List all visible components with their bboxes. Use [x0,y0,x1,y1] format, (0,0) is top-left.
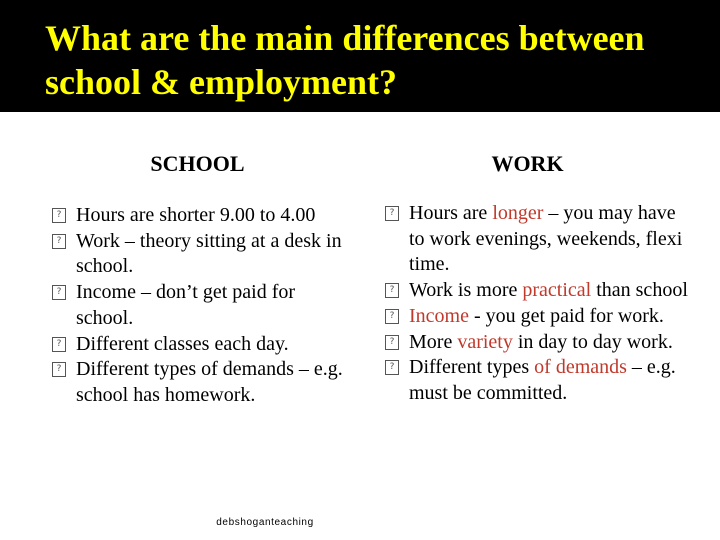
school-list-item: ? Income – don’t get paid for school. [52,280,352,331]
bullet-box-icon: ? [52,234,66,249]
school-list-item: ? Work – theory sitting at a desk in school. [52,229,352,280]
bullet-box-icon: ? [385,206,399,221]
bullet-box-icon: ? [52,362,66,377]
work-list-item: ? More variety in day to day work. [385,330,690,356]
highlight-text: practical [522,279,592,302]
slide-title: What are the main differences between school & employment? [45,18,645,102]
bullet-box-icon: ? [52,208,66,223]
bullet-box-icon: ? [385,360,399,375]
bullet-box-icon: ? [52,285,66,300]
school-list-item: ? Different types of demands – e.g. school has homework. [52,357,352,408]
footer-watermark: debshoganteaching [216,517,314,528]
bullet-box-icon: ? [385,335,399,350]
work-list-item: ? Work is more practical than school [385,278,690,304]
work-list-item: ? Income - you get paid for work. [385,304,690,330]
bullet-box-icon: ? [385,309,399,324]
highlight-text: Income [409,304,469,327]
highlight-text: longer [492,202,544,224]
work-list [385,201,690,407]
title-bar [0,0,720,112]
bullet-box-icon: ? [385,283,399,298]
work-list-item: ? Hours are longer – you may have to work evenings, weekends, flexi time. [385,201,690,278]
highlight-text: of demands [534,356,627,379]
highlight-text: variety [457,330,513,353]
bullet-box-icon: ? [52,337,66,352]
school-list-item: ? Different classes each day. [52,332,352,358]
work-heading: WORK [491,151,564,176]
school-heading: SCHOOL [150,151,245,176]
work-list-item: ? Different types of demands – e.g. must be committed. [385,355,690,406]
school-list-item: ? Hours are shorter 9.00 to 4.00 [52,203,352,229]
school-list [52,203,352,409]
